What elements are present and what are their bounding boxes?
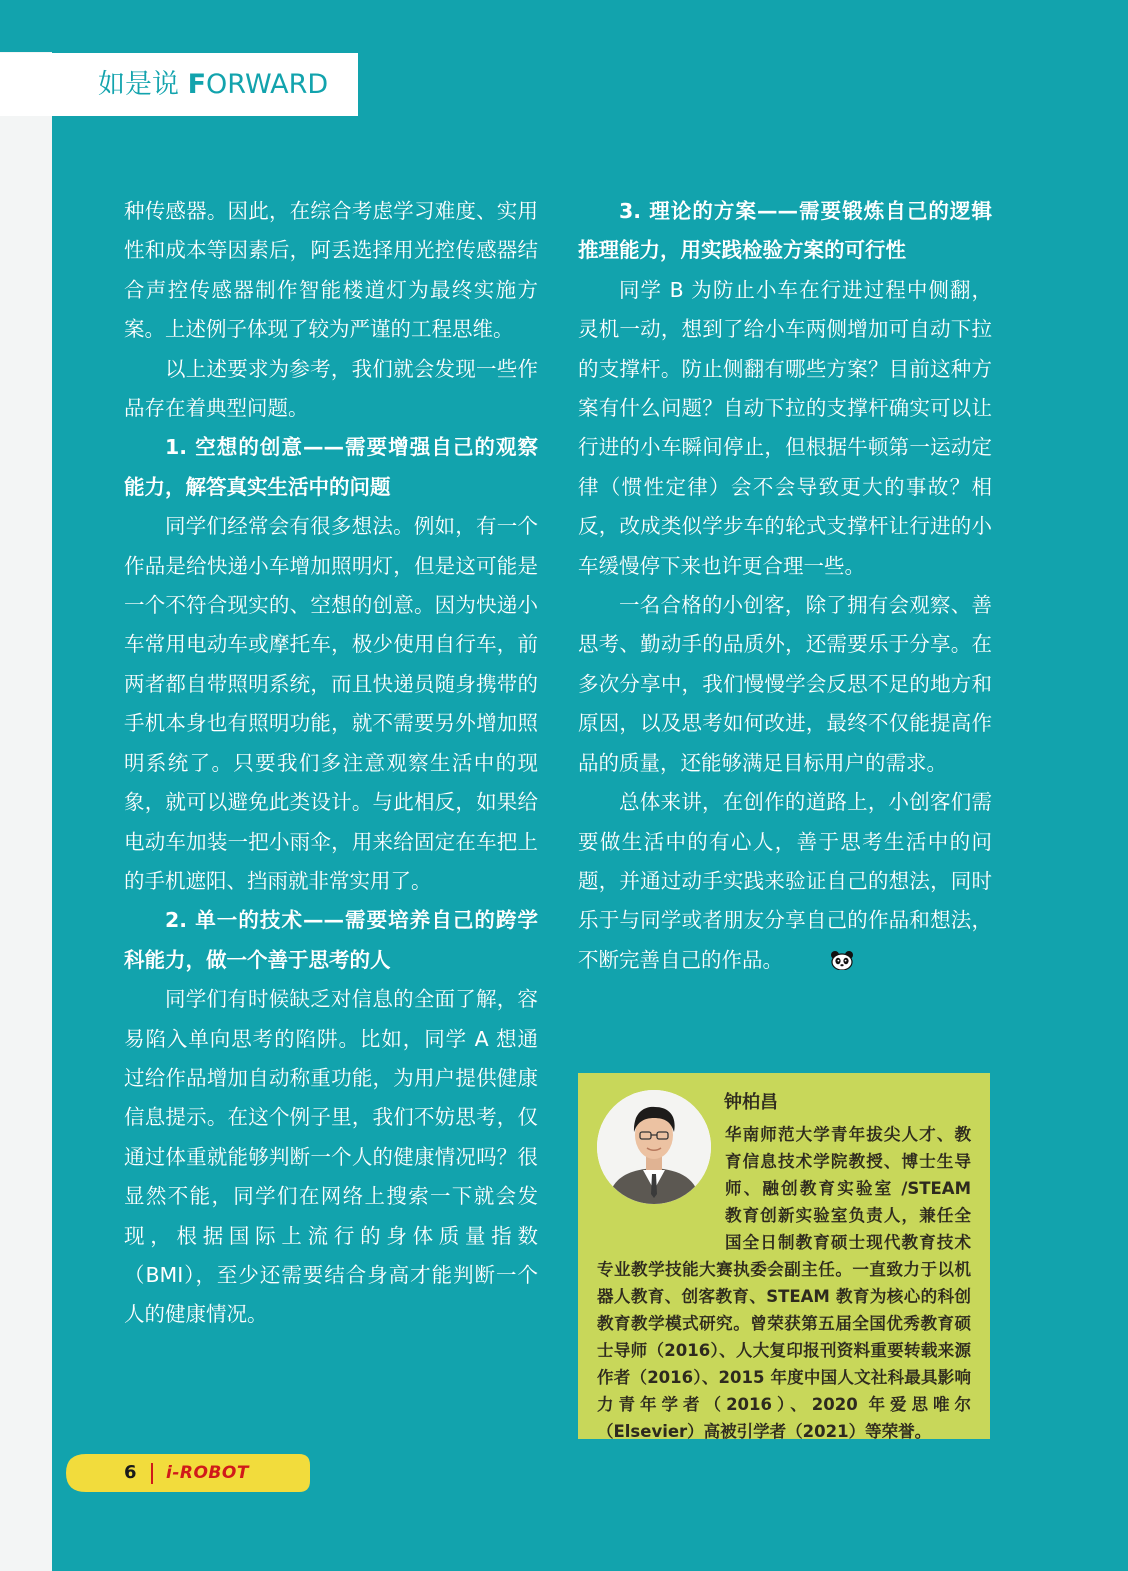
section-label-rest: ORWARD bbox=[206, 69, 329, 100]
paragraph bbox=[578, 783, 992, 980]
section-label-cn: 如是说 bbox=[98, 69, 188, 100]
paragraph: 同学们有时候缺乏对信息的全面了解，容易陷入单向思考的陷阱。比如，同学 A 想通过给作品增加自动称重功能，为用户提供健康信息提示。在这个例子里，我们不妨思考，仅通过体重就能够判断一个人的健康情况吗？很显然不能，同学们在网络上搜索一下就会发现，根据国际上流行的身体质量指数（BMI），至少还需要结合身高才能判断一个人的健康情况。 bbox=[124, 987, 538, 1327]
photo-spacer bbox=[597, 1121, 725, 1255]
page-number: 6 bbox=[124, 1462, 137, 1483]
section-label-initial: F bbox=[187, 69, 207, 100]
left-column bbox=[124, 192, 538, 1335]
subheading: 3. 理论的方案——需要锻炼自己的逻辑推理能力，用实践检验方案的可行性 bbox=[578, 199, 992, 263]
author-bio-box bbox=[578, 1073, 990, 1439]
right-column bbox=[578, 192, 992, 980]
paragraph: 同学们经常会有很多想法。例如，有一个作品是给快递小车增加照明灯，但是这可能是一个不符合现实的、空想的创意。因为快递小车常用电动车或摩托车，极少使用自行车，前两者都自带照明系统，而且快递员随身携带的手机本身也有照明功能，就不需要另外增加照明系统了。只要我们多注意观察生活中的现象，就可以避免此类设计。与此相反，如果给电动车加装一把小雨伞，用来给固定在车把上的手机遮阳、挡雨就非常实用了。 bbox=[124, 514, 538, 893]
panda-icon bbox=[789, 944, 813, 964]
author-bio-body: 华南师范大学青年拔尖人才、教育信息技术学院教授、博士生导师、融创教育实验室 /STEAM 教育创新实验室负责人，兼任全国全日制教育硕士现代教育技术专业教学技能大赛执委会副主任。一直致力于以机器人教育、创客教育、STEAM 教育为核心的科创教育教学模式研究。曾荣获第五届全国优秀教育硕士导师（2016）、人大复印报刊资料重要转载来源作者（2016）、2015 年度中国人文社科最具影响力青年学者（2016）、2020 年爱思唯尔（Elsevier）高被引学者（2021）等荣誉。 bbox=[597, 1125, 971, 1441]
paragraph: 同学 B 为防止小车在行进过程中侧翻，灵机一动，想到了给小车两侧增加可自动下拉的支撑杆。防止侧翻有哪些方案？目前这种方案有什么问题？自动下拉的支撑杆确实可以让行进的小车瞬间停止，但根据牛顿第一运动定律（惯性定律）会不会导致更大的事故？相反，改成类似学步车的轮式支撑杆让行进的小车缓慢停下来也许更合理一些。 bbox=[578, 277, 992, 578]
paragraph-text: 总体来讲，在创作的道路上，小创客们需要做生活中的有心人，善于思考生活中的问题，并通过动手实践来验证自己的想法，同时乐于与同学或者朋友分享自己的作品和想法，不断完善自己的作品。 bbox=[578, 790, 992, 972]
top-band bbox=[0, 0, 1128, 52]
paragraph: 种传感器。因此，在综合考虑学习难度、实用性和成本等因素后，阿丢选择用光控传感器结合声控传感器制作智能楼道灯为最终实施方案。上述例子体现了较为严谨的工程思维。 bbox=[124, 199, 538, 342]
subheading: 1. 空想的创意——需要增强自己的观察能力，解答真实生活中的问题 bbox=[124, 435, 538, 499]
author-bio-text bbox=[597, 1121, 971, 1445]
footer-divider bbox=[151, 1463, 153, 1484]
section-label bbox=[98, 68, 328, 102]
brand-logo: i-ROBOT bbox=[166, 1463, 249, 1483]
paragraph: 以上述要求为参考，我们就会发现一些作品存在着典型问题。 bbox=[124, 356, 538, 421]
author-name: 钟柏昌 bbox=[724, 1092, 778, 1113]
subheading: 2. 单一的技术——需要培养自己的跨学科能力，做一个善于思考的人 bbox=[124, 908, 538, 972]
paragraph: 一名合格的小创客，除了拥有会观察、善思考、勤动手的品质外，还需要乐于分享。在多次分享中，我们慢慢学会反思不足的地方和原因，以及思考如何改进，最终不仅能提高作品的质量，还能够满足目标用户的需求。 bbox=[578, 593, 992, 775]
